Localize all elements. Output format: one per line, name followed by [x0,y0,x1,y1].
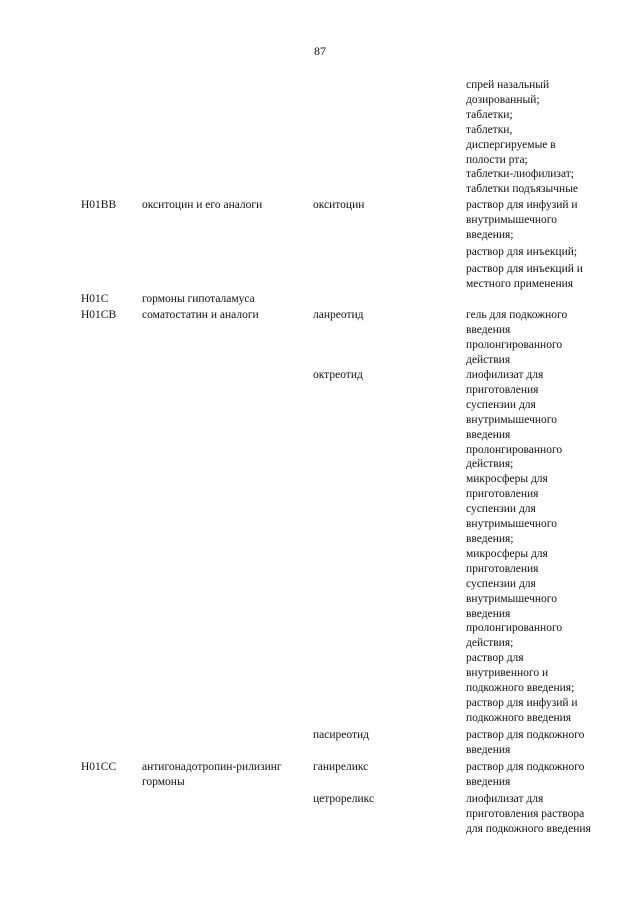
dosage-form: микросферы для приготовления суспензии для внутримышечного введения пролонгированного действия; [466,547,563,650]
dosage-form: раствор для подкожного введения [466,761,585,788]
drug-name: окситоцин [313,199,365,211]
dosage-form: спрей назальный дозированный; [466,79,550,106]
atc-code: H01CC [81,761,117,773]
dosage-form: таблетки-лиофилизат; [466,168,574,181]
atc-group-name: окситоцин и его аналоги [142,199,263,211]
drug-name: ганиреликс [313,761,369,773]
dosage-forms-list [466,728,616,760]
dosage-form: раствор для инфузий и внутримышечного введения; [466,199,578,241]
dosage-forms-list [466,308,616,370]
dosage-form: раствор для инфузий и подкожного введения [466,696,578,724]
atc-group-name: соматостатин и аналоги [142,309,259,321]
dosage-form: таблетки, диспергируемые в полости рта; [466,123,556,166]
dosage-form: таблетки подъязычные [466,183,579,196]
dosage-form: гель для подкожного введения пролонгированного действия [466,309,568,366]
dosage-form: раствор для инъекций; [466,245,578,258]
drug-name: пасиреотид [313,729,370,741]
atc-code: H01CB [81,309,117,321]
dosage-form: раствор для внутривенного и подкожного введения; [466,652,575,695]
dosage-forms-list [466,78,616,197]
atc-code: H01C [81,293,109,305]
dosage-forms-list [466,368,616,726]
atc-code: H01BB [81,199,117,211]
dosage-form: раствор для подкожного введения [466,729,585,756]
drug-name: цетрореликс [313,793,375,805]
drug-name: октреотид [313,369,363,381]
atc-group-name: антигонадотропин-рилизинг гормоны [142,761,282,788]
drug-name: ланреотид [313,309,364,321]
dosage-forms-list [466,760,616,792]
atc-group-name: гормоны гипоталамуса [142,293,255,305]
dosage-form: раствор для инъекций и местного применения [466,262,583,290]
dosage-form: микросферы для приготовления суспензии для внутримышечного введения; [466,473,557,545]
dosage-form: таблетки; [466,108,513,121]
dosage-form: лиофилизат для приготовления раствора для подкожного введения [466,793,591,835]
page-number: 87 [314,44,326,58]
dosage-forms-list [466,792,616,839]
dosage-forms-list [466,198,616,293]
dosage-form: лиофилизат для приготовления суспензии для внутримышечного введения пролонгированного действия; [466,369,563,471]
